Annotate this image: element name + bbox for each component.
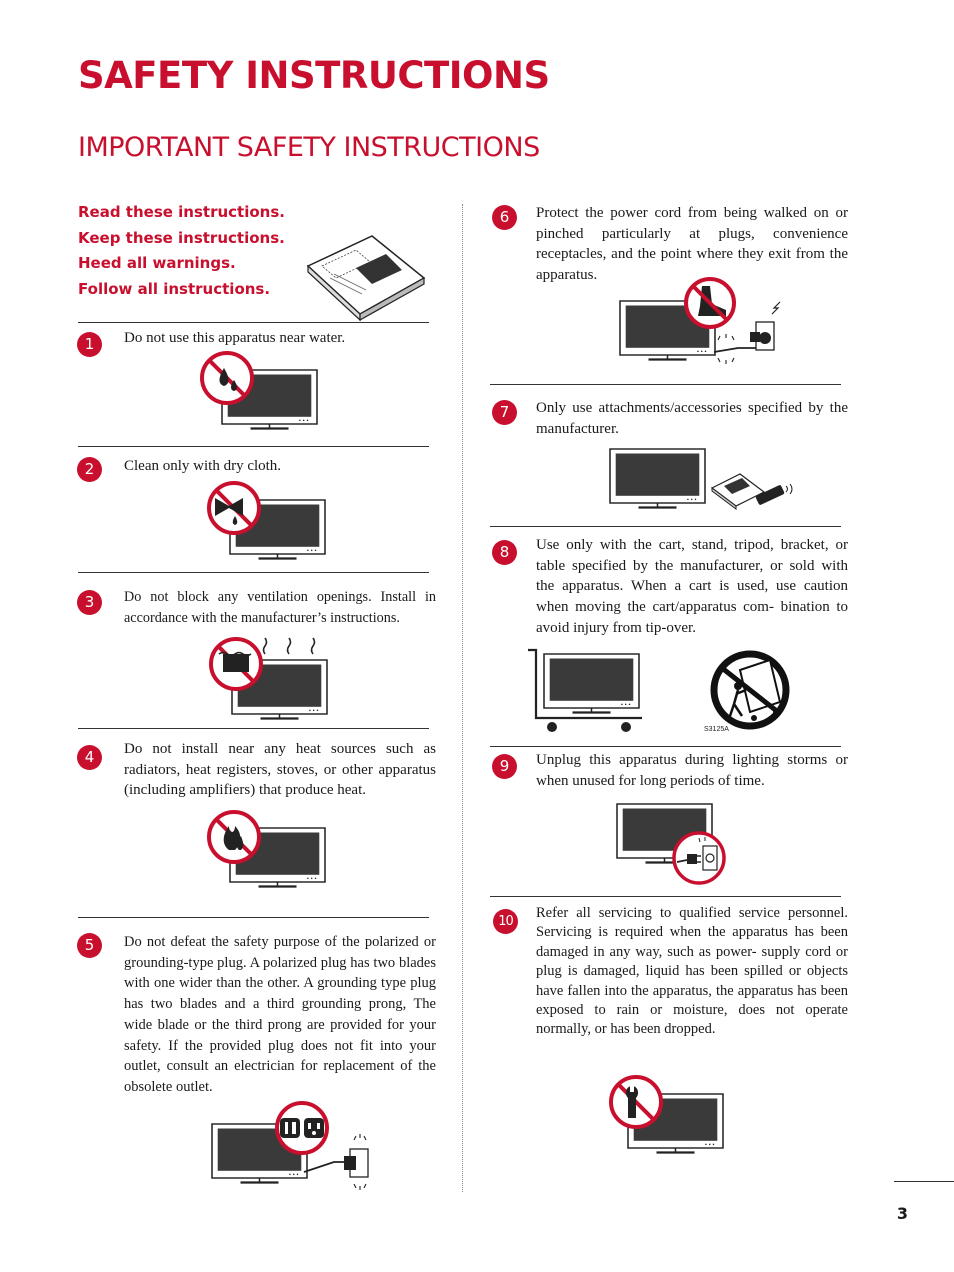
no-heat-icon xyxy=(205,810,355,895)
divider xyxy=(78,446,429,447)
item-number-badge: 1 xyxy=(77,332,102,357)
cart-with-tv-icon xyxy=(522,646,652,736)
item-number-badge: 3 xyxy=(77,590,102,615)
item-number-badge: 7 xyxy=(492,400,517,425)
divider xyxy=(490,384,841,385)
item-text: Only use attachments/accessories specified by the manufacturer. xyxy=(536,400,848,437)
item-number-badge: 5 xyxy=(77,933,102,958)
item-text: Unplug this apparatus during lighting storms or when unused for long periods of time. xyxy=(536,752,848,789)
divider xyxy=(78,322,429,323)
no-self-service-icon xyxy=(608,1074,738,1164)
unplug-icon xyxy=(615,802,735,887)
intro-line: Heed all warnings. xyxy=(78,254,236,273)
page-title: SAFETY INSTRUCTIONS xyxy=(78,54,550,97)
item-number-badge: 9 xyxy=(492,754,517,779)
item-text: Do not defeat the safety purpose of the polarized or grounding-type plug. A polarized plug has two blades with one wider than the other. A grounding type plug has two blades and a third grounding prong, The wide blade or the third prong are provided for your safety. If the provided plug does not fit into your outlet, consult an electrician for replacement of the obsolete outlet. xyxy=(124,934,436,1095)
no-step-on-cord-icon xyxy=(618,276,793,366)
item-text: Clean only with dry cloth. xyxy=(124,458,282,474)
item-text: Do not use this apparatus near water. xyxy=(124,330,346,346)
intro-line: Read these instructions. xyxy=(78,203,285,221)
item-text: Use only with the cart, stand, tripod, bracket, or table specified by the manufacturer, or sold with the apparatus. When a cart is used, use caution when moving the cart/apparatus com- bination to avoid injury from tip-over. xyxy=(536,537,848,636)
item-number-badge: 4 xyxy=(77,745,102,770)
no-water-icon xyxy=(200,350,350,440)
divider xyxy=(78,917,429,918)
item-number-badge: 8 xyxy=(492,540,517,565)
intro-instructions xyxy=(78,200,285,303)
column-divider xyxy=(462,204,463,1192)
symbol-code-label: S3125A xyxy=(704,726,729,733)
divider xyxy=(490,896,841,897)
item-number-badge: 10 xyxy=(493,909,518,934)
polarized-plug-icon xyxy=(208,1100,388,1195)
intro-line: Keep these instructions. xyxy=(78,228,285,247)
divider xyxy=(78,728,429,729)
page-number-rule xyxy=(894,1181,954,1182)
item-number-badge: 6 xyxy=(492,205,517,230)
item-text: Do not block any ventilation openings. Install in accordance with the manufacturer’s instructions. xyxy=(124,589,436,626)
divider xyxy=(78,572,429,573)
item-text: Refer all servicing to qualified service personnel. Servicing is required when the apparatus has been damaged in any way, such as power- supply cord or plug is damaged, liquid has been spilled or objects have fallen into the apparatus, the apparatus has been exposed to rain or moisture, does not operate normally, or has been dropped. xyxy=(536,905,848,1038)
manual-booklet-icon xyxy=(300,230,430,320)
page-number: 3 xyxy=(896,1204,908,1223)
item-text: Do not install near any heat sources such as radiators, heat registers, stoves, or other apparatus (including amplifiers) that produce heat. xyxy=(124,741,436,799)
divider xyxy=(490,526,841,527)
accessories-icon xyxy=(608,448,793,518)
item-number-badge: 2 xyxy=(77,457,102,482)
no-wet-cloth-icon xyxy=(205,480,355,565)
divider xyxy=(490,746,841,747)
no-blocked-vents-icon xyxy=(205,632,355,727)
section-title: IMPORTANT SAFETY INSTRUCTIONS xyxy=(78,132,540,163)
item-text: Protect the power cord from being walked on or pinched particularly at plugs, convenience receptacles, and the point where they exit from the apparatus. xyxy=(536,205,848,284)
intro-line: Follow all instructions. xyxy=(78,280,271,299)
